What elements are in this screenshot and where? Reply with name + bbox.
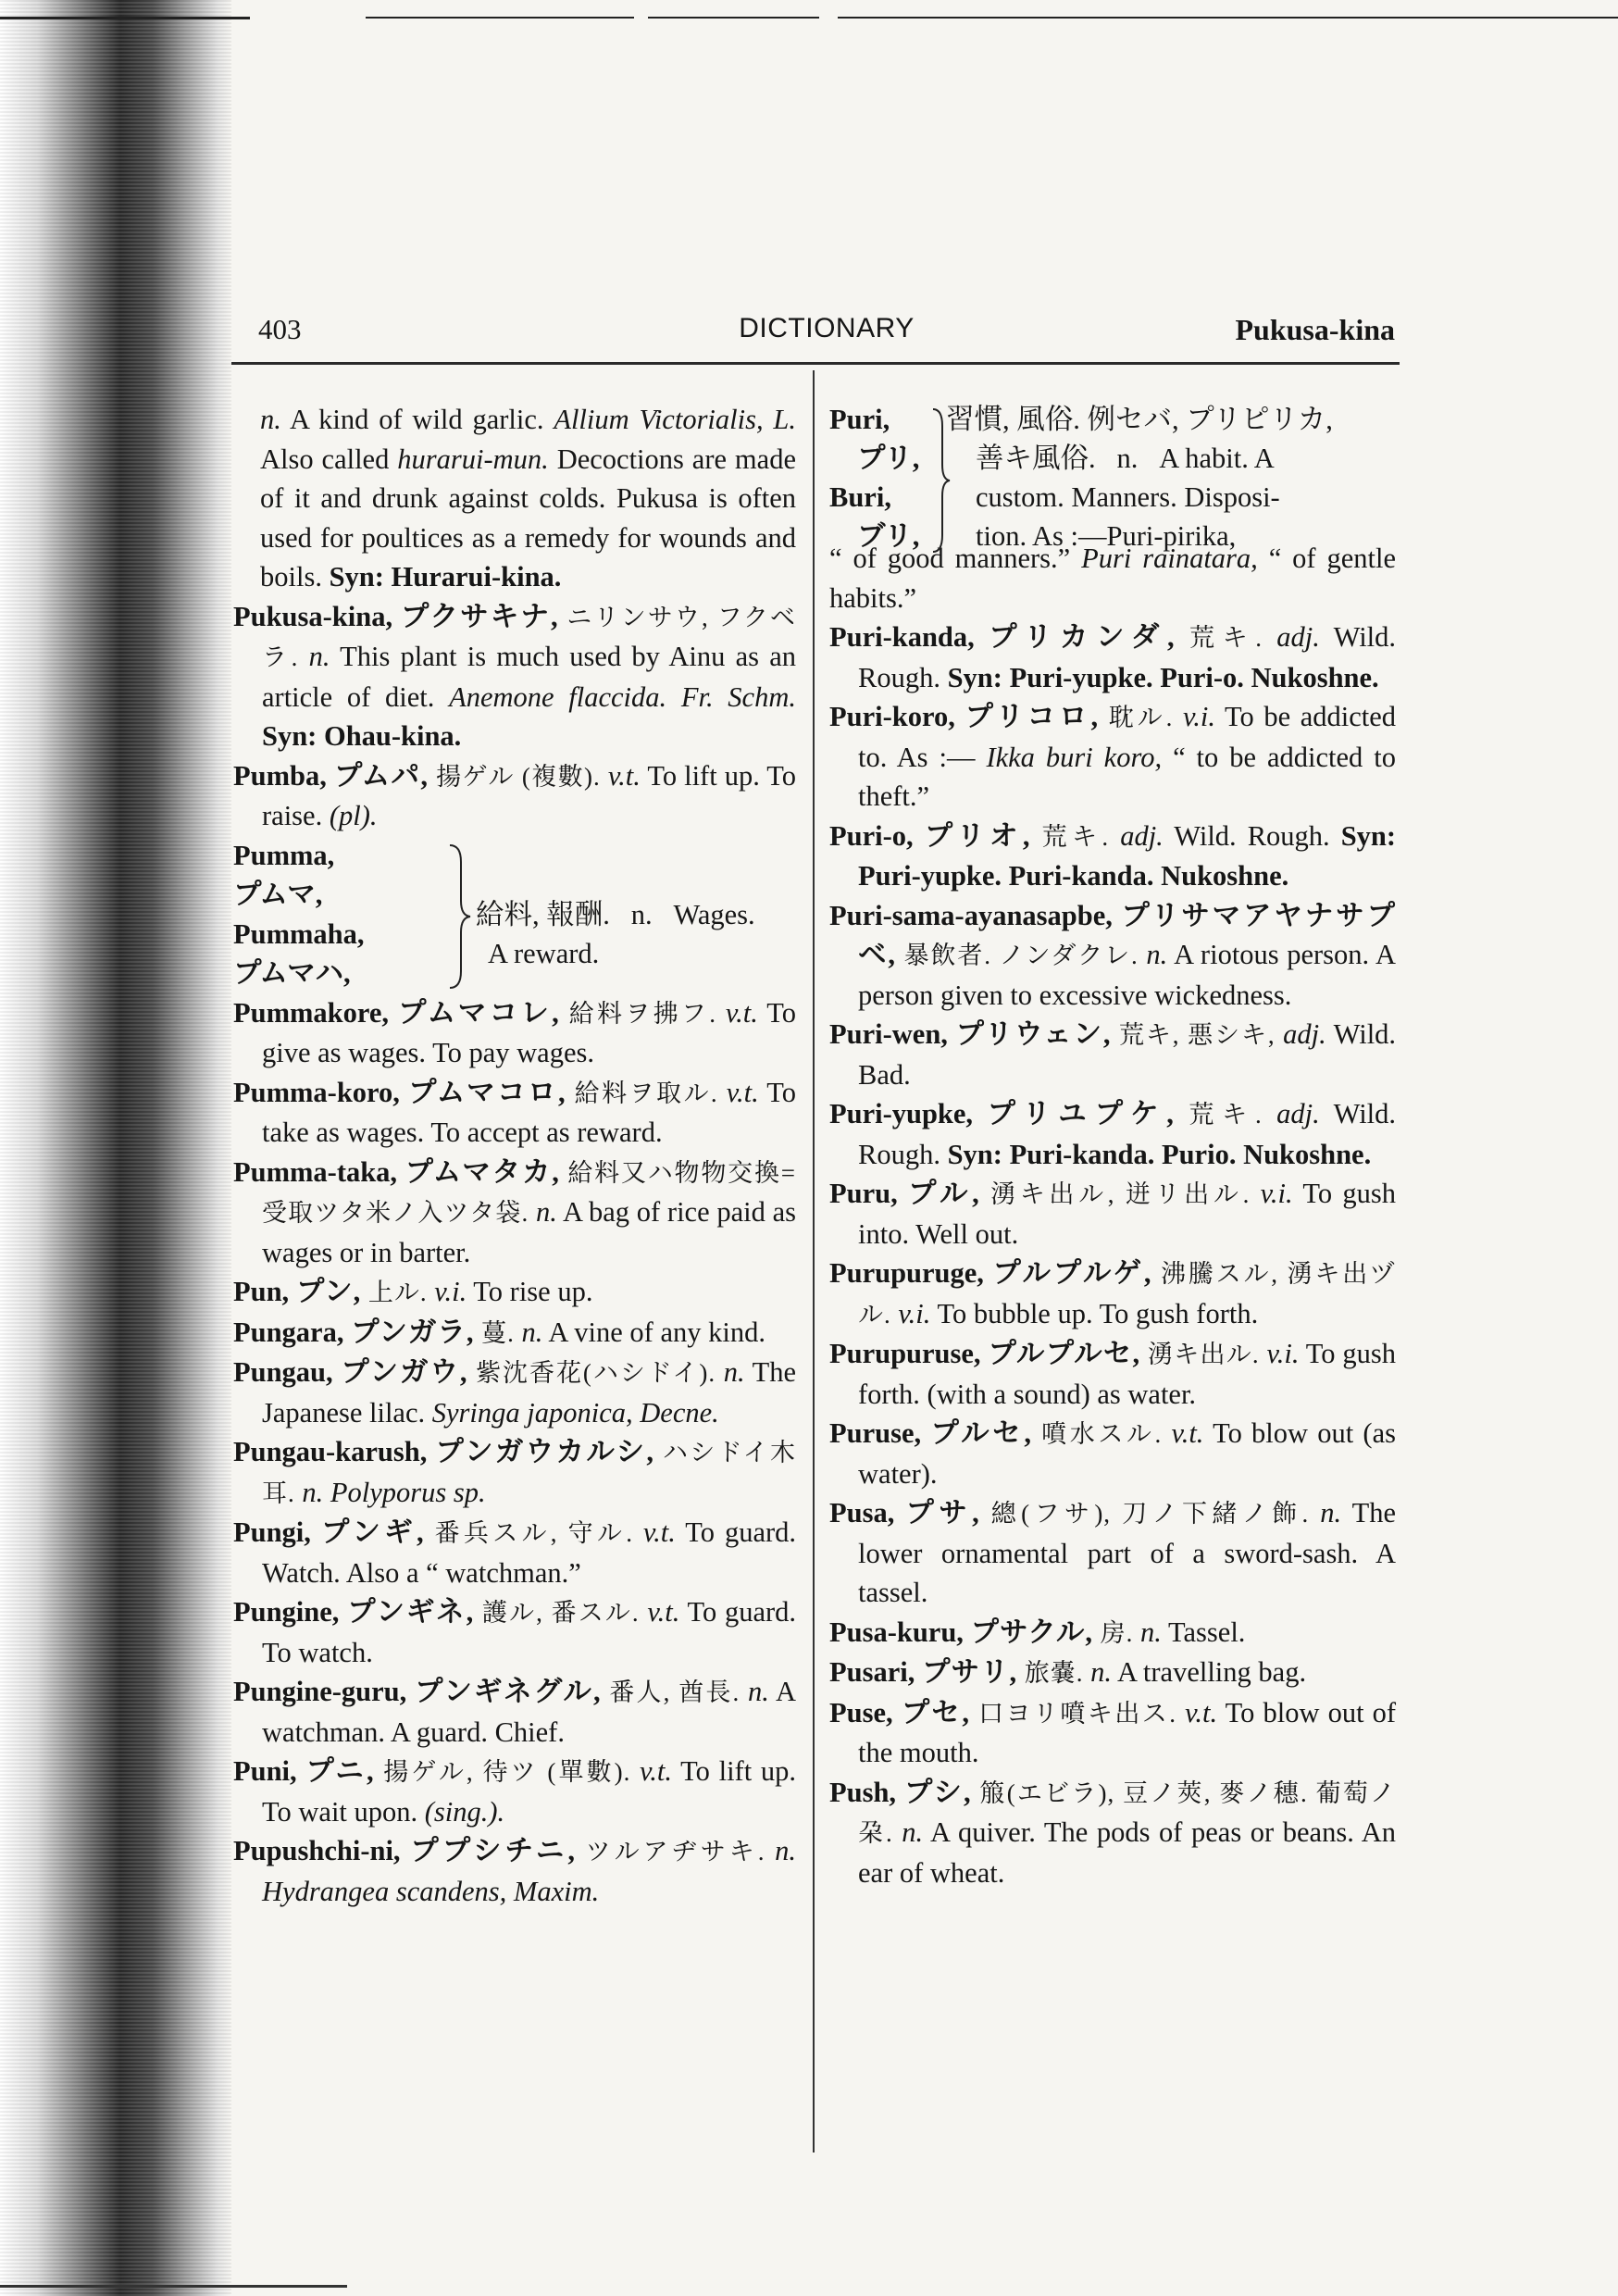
entry-synonyms: Ohau-kina. bbox=[323, 720, 462, 752]
entry-gram: n. bbox=[536, 1196, 557, 1228]
dictionary-entry bbox=[233, 1592, 796, 1672]
entry-definition: This plant is much used by Ainu as an article of diet. bbox=[262, 641, 797, 713]
entry-gram: v.i. bbox=[1260, 1178, 1293, 1209]
entry-headword: Puri-sama-ayanasapbe, bbox=[829, 899, 1113, 931]
entry-syn-label: Syn: bbox=[329, 561, 384, 593]
entry-japanese: 給料ヲ拂フ. bbox=[568, 999, 716, 1028]
entry-continuation bbox=[233, 400, 796, 597]
entry-headword: Pumma-koro, bbox=[233, 1076, 400, 1108]
entry-japanese: 善キ風俗. bbox=[976, 443, 1096, 474]
entry-gram: n. bbox=[1116, 443, 1139, 474]
dictionary-entry bbox=[233, 1831, 796, 1911]
dictionary-entry bbox=[829, 1693, 1396, 1773]
entry-definition: A quiver. The pods of peas or beans. An ear of wheat. bbox=[858, 1816, 1396, 1889]
entry-kana: プンギ, bbox=[320, 1516, 425, 1548]
entry-kana: プムマコロ, bbox=[407, 1076, 566, 1108]
entry-definition: To blow out of the mouth. bbox=[858, 1696, 1397, 1768]
entry-latin: Anemone flaccida. Fr. Schm. bbox=[449, 680, 796, 713]
top-rule bbox=[648, 17, 819, 19]
entry-gram: v.i. bbox=[1266, 1338, 1300, 1369]
top-rule bbox=[0, 17, 250, 19]
running-title: DICTIONARY bbox=[739, 313, 915, 343]
entry-headword: Puruse, bbox=[829, 1417, 922, 1449]
entry-gram: v.t. bbox=[607, 759, 641, 792]
right-column bbox=[829, 400, 1396, 1892]
entry-definition: To guard. Watch. Also a “ watchman.” bbox=[262, 1516, 797, 1589]
entry-kana: プンガラ, bbox=[351, 1316, 475, 1348]
entry-japanese: 耽ル. bbox=[1108, 704, 1174, 731]
entry-definition: A riotous person. A person given to excessive wickedness. bbox=[858, 939, 1396, 1011]
entry-latin: Allium Victorialis, L. bbox=[554, 404, 796, 435]
entry-definition: Wild. Bad. bbox=[858, 1018, 1397, 1091]
entry-gram: n. bbox=[1146, 939, 1168, 970]
dictionary-entry bbox=[233, 993, 796, 1073]
entry-gram: n. bbox=[775, 1835, 797, 1866]
dictionary-entry bbox=[829, 817, 1396, 896]
entry-japanese: 荒キ. bbox=[1189, 624, 1263, 652]
dictionary-entry bbox=[829, 1174, 1396, 1254]
entry-headword: Puri-wen, bbox=[829, 1018, 948, 1050]
entry-example: Puri rainatara, bbox=[1081, 543, 1258, 574]
dictionary-entry bbox=[233, 1272, 796, 1313]
entry-japanese: 給料, 報酬. bbox=[476, 898, 610, 930]
bottom-rule bbox=[0, 2285, 347, 2288]
top-rule bbox=[366, 17, 634, 19]
entry-japanese: 房. bbox=[1100, 1618, 1134, 1647]
entry-definition: tion. As :— bbox=[976, 520, 1107, 552]
entry-japanese: 旅嚢. bbox=[1024, 1659, 1084, 1687]
entry-japanese: 總(フサ), 刀ノ下緒ノ飾. bbox=[990, 1500, 1310, 1528]
entry-definition: To gush forth. (with a sound) as water. bbox=[858, 1338, 1397, 1410]
entry-gloss: “ to be addicted to theft.” bbox=[858, 741, 1396, 812]
entry-example: Ikka buri koro, bbox=[986, 741, 1163, 773]
entry-japanese: 揚ゲル, 待ツ (單數). bbox=[383, 1758, 631, 1786]
entry-kana: プセ, bbox=[901, 1696, 970, 1728]
dictionary-entry bbox=[233, 1752, 796, 1831]
entry-kana: プムマコレ, bbox=[397, 996, 560, 1029]
entry-kana: プンギネ, bbox=[347, 1596, 475, 1628]
entry-syn-label: Syn: bbox=[262, 720, 317, 752]
dictionary-entry bbox=[233, 1313, 796, 1354]
entry-definition: Wages. bbox=[673, 898, 755, 930]
dictionary-entry bbox=[829, 1653, 1396, 1693]
dictionary-entry bbox=[829, 1334, 1396, 1414]
entry-gloss: “ of gentle habits.” bbox=[829, 543, 1397, 614]
entry-japanese: 蔓. bbox=[481, 1318, 515, 1347]
entry-gram: n. bbox=[723, 1356, 745, 1388]
entry-definition: A reward. bbox=[488, 937, 600, 969]
entry-japanese: ハシドイ木耳. bbox=[262, 1439, 796, 1507]
entry-gloss: “ of good manners.” bbox=[829, 543, 1071, 574]
entry-definition: To rise up. bbox=[473, 1276, 593, 1307]
entry-synonyms: Puri-yupke. Puri-kanda. Nukoshne. bbox=[858, 860, 1289, 892]
column-divider bbox=[813, 370, 815, 2152]
entry-definition: Tassel. bbox=[1168, 1616, 1246, 1648]
entry-japanese: 湧キ出ル. bbox=[1148, 1341, 1260, 1368]
entry-headword: Puri-yupke, bbox=[829, 1098, 974, 1129]
entry-gram: v.i. bbox=[898, 1297, 931, 1329]
header-rule bbox=[231, 362, 1400, 365]
dictionary-entry bbox=[829, 1015, 1396, 1094]
entry-definition: A bag of rice paid as wages or in barter. bbox=[262, 1196, 796, 1268]
entry-definition: A vine of any kind. bbox=[548, 1316, 765, 1348]
entry-japanese: 噴水スル. bbox=[1041, 1420, 1163, 1448]
entry-kana: プシ, bbox=[903, 1776, 972, 1808]
dictionary-entry bbox=[829, 1773, 1396, 1893]
dictionary-entry bbox=[829, 1613, 1396, 1653]
entry-synonyms: Puri-kanda. Purio. Nukoshne. bbox=[1009, 1138, 1372, 1170]
page-header bbox=[258, 313, 1395, 354]
entry-kana: プリウェン, bbox=[955, 1018, 1112, 1050]
guide-word: Pukusa-kina bbox=[1235, 313, 1395, 346]
entry-gram: n. bbox=[1090, 1656, 1112, 1688]
dictionary-entry bbox=[829, 1094, 1396, 1174]
dictionary-entry bbox=[233, 1073, 796, 1153]
entry-japanese: 上ル. bbox=[367, 1279, 428, 1306]
entry-kana: プンギネグル, bbox=[415, 1676, 602, 1707]
entry-headword: Pungau, bbox=[233, 1356, 333, 1388]
entry-kana: プムマハ, bbox=[233, 956, 351, 989]
entry-japanese: 箙(エビラ), 豆ノ莢, 麥ノ穗. 葡萄ノ朶. bbox=[858, 1778, 1397, 1847]
entry-definition: A kind of wild garlic. bbox=[290, 404, 544, 435]
entry-kana: ブリ, bbox=[857, 520, 920, 552]
entry-japanese: 沸騰スル, 湧キ出ヅル. bbox=[858, 1260, 1397, 1329]
entry-definition: To blow out (as water). bbox=[858, 1417, 1396, 1490]
entry-syn-label: Syn: bbox=[947, 1138, 1002, 1170]
entry-headword: Pungara, bbox=[233, 1316, 344, 1348]
entry-gram: v.i. bbox=[1182, 701, 1215, 732]
entry-syn-label: Syn: bbox=[947, 661, 1002, 693]
dictionary-entry bbox=[233, 597, 796, 756]
entry-japanese: 荒キ. bbox=[1189, 1101, 1263, 1129]
entry-kana: ププシチニ, bbox=[410, 1835, 576, 1866]
entry-synonyms: Puri-yupke. Puri-o. Nukoshne. bbox=[1009, 661, 1379, 693]
entry-headword: Pummakore, bbox=[233, 996, 390, 1029]
entry-definition: To lift up. To raise. bbox=[262, 759, 797, 831]
entry-kana: プリ, bbox=[857, 443, 920, 474]
entry-kana: プリサマアヤナサプベ, bbox=[858, 899, 1397, 970]
entry-gram: adj. bbox=[1283, 1018, 1326, 1050]
entry-gram: adj. bbox=[1120, 819, 1164, 852]
entry-japanese: 湧キ出ル, 迸リ出ル. bbox=[990, 1180, 1251, 1208]
dictionary-entry bbox=[233, 756, 796, 836]
entry-synonyms: Hurarui-kina. bbox=[391, 561, 562, 593]
entry-gram: v.t. bbox=[1185, 1696, 1218, 1728]
entry-gram: n. bbox=[308, 641, 330, 672]
entry-kana: プンガウカルシ, bbox=[435, 1436, 654, 1467]
entry-gram: n. bbox=[1320, 1497, 1342, 1529]
entry-japanese: 揚ゲル (複數). bbox=[436, 762, 601, 791]
entry-headword: Puri, bbox=[829, 404, 890, 435]
entry-headword: Puri-kanda, bbox=[829, 621, 975, 653]
dictionary-entry bbox=[233, 1432, 796, 1513]
entry-gram: n. bbox=[748, 1676, 769, 1707]
entry-gram: n. bbox=[902, 1816, 924, 1848]
entry-headword: Pungau-karush, bbox=[233, 1436, 428, 1467]
dictionary-entry bbox=[233, 1153, 796, 1273]
entry-kana: プムマ, bbox=[233, 878, 323, 910]
entry-japanese: ツルアヂサキ. bbox=[585, 1838, 765, 1866]
entry-syn-label: Syn: bbox=[1340, 819, 1397, 852]
entry-headword: Pumma, bbox=[233, 839, 335, 871]
entry-kana: プクサキナ, bbox=[400, 600, 559, 632]
entry-gram: v.t. bbox=[1171, 1417, 1204, 1449]
entry-definition: To give as wages. To pay wages. bbox=[262, 996, 797, 1068]
dictionary-entry bbox=[829, 1493, 1396, 1613]
entry-latin: Polyporus sp. bbox=[330, 1476, 486, 1508]
entry-definition: Also called bbox=[260, 443, 390, 475]
dictionary-entry bbox=[829, 1254, 1396, 1334]
entry-kana: プサリ, bbox=[921, 1656, 1018, 1688]
entry-definition: The lower ornamental part of a sword-sash. A tassel. bbox=[858, 1497, 1397, 1608]
entry-headword: Pumma-taka, bbox=[233, 1155, 398, 1188]
dictionary-entry bbox=[829, 697, 1396, 817]
entry-headword: Puse, bbox=[829, 1696, 893, 1728]
entry-gram: n. bbox=[260, 404, 281, 435]
entry-example: Puri-pirika, bbox=[1106, 520, 1237, 552]
entry-group bbox=[829, 400, 1396, 552]
entry-definition: A habit. A bbox=[1159, 443, 1275, 474]
entry-headword: Pummaha, bbox=[233, 917, 365, 950]
dictionary-entry bbox=[233, 1513, 796, 1592]
entry-gram: v.t. bbox=[640, 1755, 673, 1787]
entry-headword: Puri-o, bbox=[829, 819, 914, 852]
entry-note: (pl). bbox=[329, 800, 378, 831]
entry-definition: Decoctions are made of it and drunk against colds. Pukusa is often used for poultices as a remedy for wounds and boils. bbox=[260, 443, 796, 593]
entry-headword: Puri-koro, bbox=[829, 701, 955, 732]
entry-kana: プルプルゲ, bbox=[992, 1257, 1152, 1289]
entry-group bbox=[233, 836, 796, 993]
entry-gram: n. bbox=[302, 1476, 324, 1508]
entry-kana: プン, bbox=[295, 1276, 362, 1307]
dictionary-entry bbox=[829, 1414, 1396, 1493]
dictionary-entry bbox=[233, 1353, 796, 1432]
entry-headword: Pun, bbox=[233, 1276, 290, 1307]
entry-gram: v.t. bbox=[725, 996, 758, 1029]
entry-headword: Buri, bbox=[829, 481, 891, 513]
entry-japanese: ニリンサウ, フクベラ. bbox=[262, 603, 796, 671]
entry-japanese: 番人, 酋長. bbox=[609, 1678, 741, 1706]
entry-definition: To lift up. To wait upon. bbox=[262, 1755, 796, 1828]
entry-gram: n. bbox=[521, 1316, 543, 1348]
entry-kana: プルプルセ, bbox=[988, 1338, 1141, 1369]
entry-note: (sing.). bbox=[424, 1795, 505, 1828]
entry-gram: n. bbox=[1140, 1616, 1162, 1648]
entry-gram: v.t. bbox=[647, 1596, 680, 1628]
entry-definition: Wild. Rough. bbox=[1174, 819, 1330, 852]
dictionary-entry bbox=[233, 1672, 796, 1752]
entry-kana: プリオ, bbox=[924, 819, 1031, 852]
entry-kana: プサクル, bbox=[970, 1616, 1094, 1648]
entry-gram: adj. bbox=[1276, 1098, 1320, 1129]
entry-headword: Pungine, bbox=[233, 1596, 340, 1628]
entry-japanese: 習慣, 風俗. 例セバ, プリピリカ, bbox=[946, 404, 1333, 435]
entry-definition: Wild. Rough. bbox=[858, 1098, 1397, 1170]
entry-headword: Pusa-kuru, bbox=[829, 1616, 964, 1648]
entry-gram: n. bbox=[630, 898, 653, 930]
entry-japanese: 口ヨリ噴キ出ス. bbox=[978, 1699, 1177, 1728]
entry-definition: custom. Manners. Disposi- bbox=[976, 481, 1280, 513]
entry-headword: Pukusa-kina, bbox=[233, 600, 393, 632]
entry-kana: プリユプケ, bbox=[987, 1098, 1175, 1129]
dictionary-entry bbox=[829, 896, 1396, 1016]
entry-gram: v.i. bbox=[434, 1276, 467, 1307]
entry-japanese: 護ル, 番スル. bbox=[481, 1599, 640, 1627]
entry-headword: Purupuruge, bbox=[829, 1257, 984, 1289]
entry-gram: adj. bbox=[1276, 621, 1320, 653]
entry-kana: プニ, bbox=[305, 1755, 375, 1787]
entry-definition: To bubble up. To gush forth. bbox=[937, 1297, 1259, 1329]
entry-japanese: 番兵スル, 守ル. bbox=[434, 1519, 633, 1547]
entry-japanese: 荒キ. bbox=[1041, 822, 1110, 851]
entry-headword: Pupushchi-ni, bbox=[233, 1835, 401, 1866]
page-number: 403 bbox=[258, 313, 302, 345]
entry-japanese: 紫沈香花(ハシドイ). bbox=[476, 1359, 716, 1387]
entry-headword: Push, bbox=[829, 1776, 897, 1808]
entry-latin: Syringa japonica, Decne. bbox=[431, 1396, 719, 1429]
left-column bbox=[233, 400, 796, 1911]
entry-headword: Puru, bbox=[829, 1178, 898, 1209]
entry-gram: v.t. bbox=[726, 1076, 759, 1108]
entry-definition: Wild. Rough. bbox=[858, 621, 1397, 693]
entry-kana: プサ, bbox=[905, 1497, 980, 1529]
entry-latin: hurarui-mun. bbox=[397, 443, 549, 475]
entry-definition: The Japanese lilac. bbox=[262, 1356, 797, 1429]
entry-japanese: 暴飲者. ノンダクレ. bbox=[903, 942, 1139, 969]
entry-kana: プンガウ, bbox=[341, 1356, 468, 1388]
entry-kana: プリコロ, bbox=[965, 701, 1100, 732]
entry-definition: A watchman. A guard. Chief. bbox=[262, 1676, 797, 1748]
entry-headword: Purupuruse, bbox=[829, 1338, 981, 1369]
entry-kana: プリカンダ, bbox=[989, 621, 1176, 653]
entry-japanese: 給料ヲ取ル. bbox=[574, 1079, 718, 1107]
entry-japanese: 給料又ハ物物交換=受取ツタ米ノ入ツタ袋. bbox=[262, 1158, 797, 1227]
entry-headword: Pumba, bbox=[233, 759, 327, 792]
dictionary-entry bbox=[829, 618, 1396, 697]
entry-latin: Hydrangea scandens, Maxim. bbox=[262, 1875, 600, 1907]
entry-definition: To take as wages. To accept as reward. bbox=[262, 1076, 797, 1148]
entry-definition: To be addicted to. As :— bbox=[858, 701, 1397, 773]
entry-kana: プムパ, bbox=[333, 759, 429, 792]
entry-headword: Pungine-guru, bbox=[233, 1676, 407, 1707]
entry-kana: プルセ, bbox=[930, 1417, 1032, 1449]
entry-headword: Pusa, bbox=[829, 1497, 895, 1529]
top-rule bbox=[838, 17, 1618, 19]
entry-headword: Pusari, bbox=[829, 1656, 915, 1688]
entry-gram: v.t. bbox=[642, 1516, 676, 1548]
entry-definition: To guard. To watch. bbox=[262, 1596, 797, 1668]
brace-icon bbox=[448, 843, 474, 990]
scanned-page-edge bbox=[0, 0, 231, 2296]
entry-headword: Pungi, bbox=[233, 1516, 311, 1548]
entry-japanese: 荒キ, 悪シキ, bbox=[1119, 1021, 1276, 1049]
entry-kana: プムマタカ, bbox=[404, 1155, 560, 1188]
entry-kana: プル, bbox=[908, 1178, 980, 1209]
entry-headword: Puni, bbox=[233, 1755, 297, 1787]
entry-definition: A travelling bag. bbox=[1116, 1656, 1307, 1688]
entry-definition: To gush into. Well out. bbox=[858, 1178, 1397, 1250]
